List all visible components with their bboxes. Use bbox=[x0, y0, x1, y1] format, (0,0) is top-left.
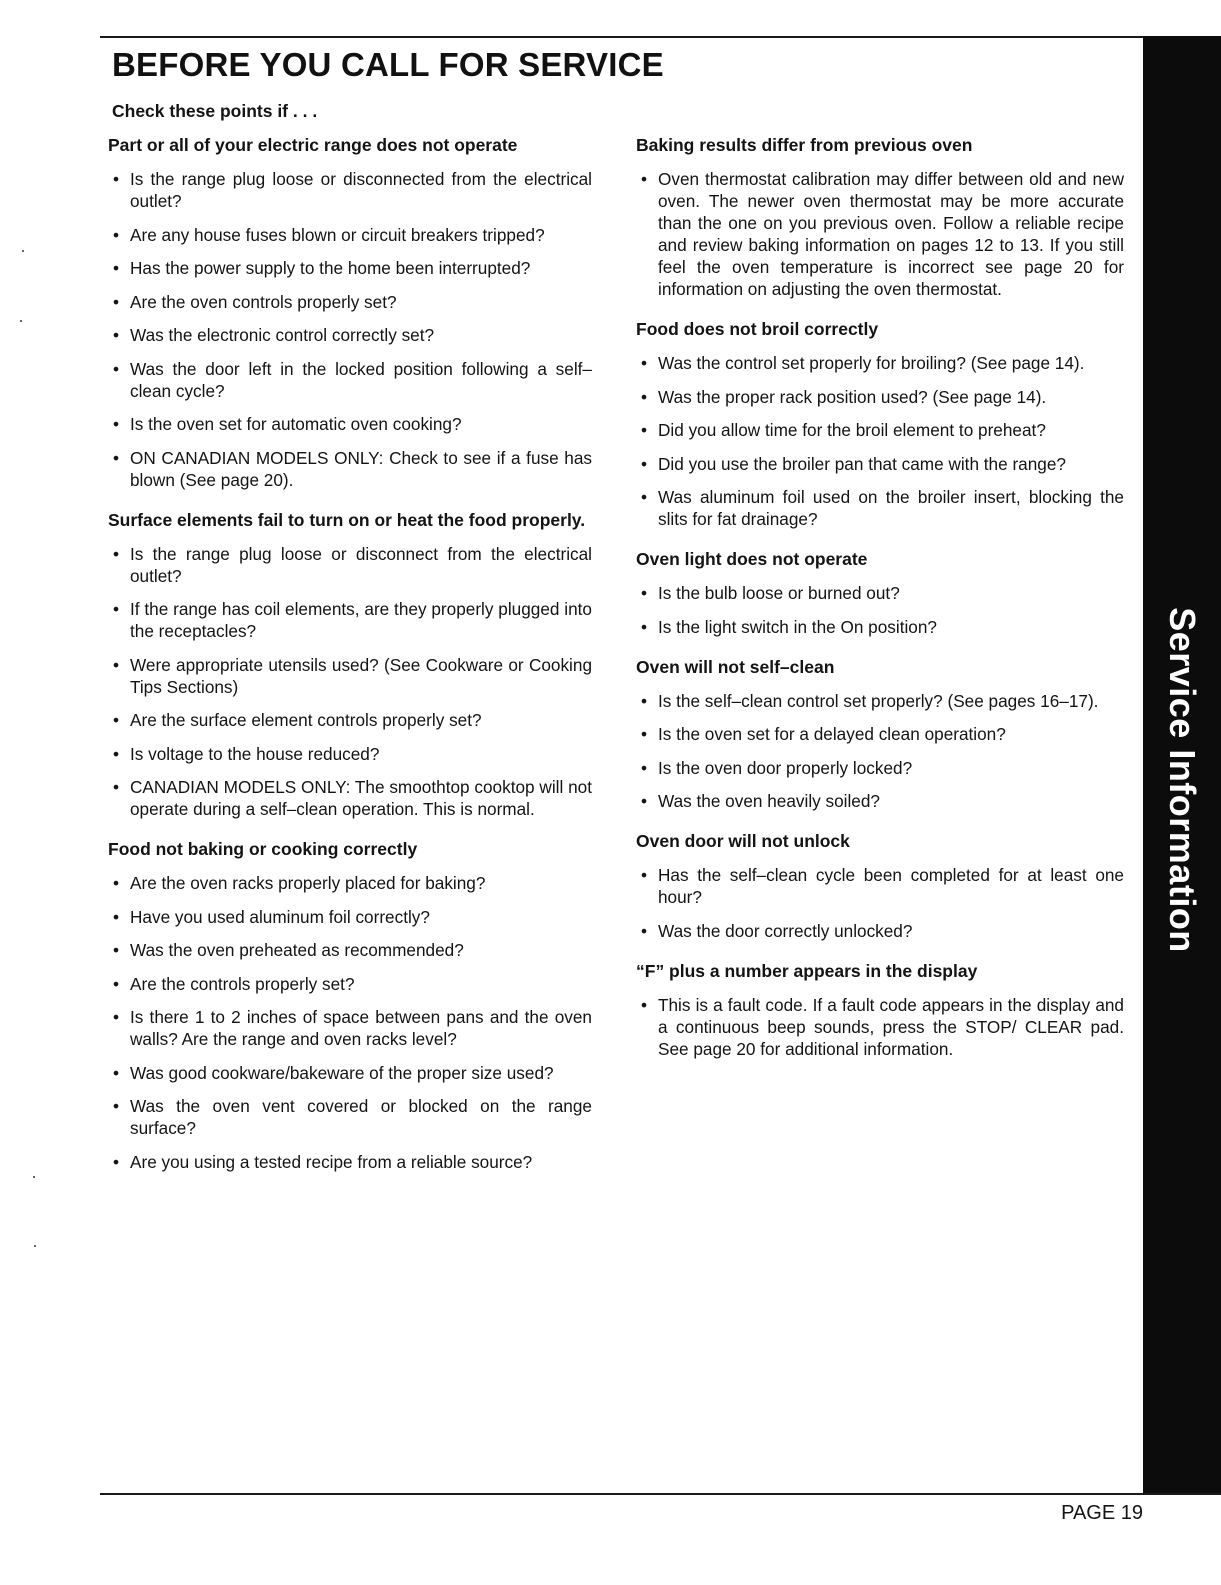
bottom-rule bbox=[100, 1493, 1221, 1495]
checklist-item bbox=[636, 419, 1124, 441]
checklist-item-text: Are the surface element controls properly set? bbox=[130, 710, 482, 730]
checklist-item bbox=[108, 1006, 592, 1050]
bullet-icon: • bbox=[641, 487, 648, 507]
bullet-icon: • bbox=[113, 543, 120, 564]
checklist-item bbox=[108, 291, 592, 313]
bullet-icon: • bbox=[113, 1096, 120, 1116]
checklist-item-text: Was the electronic control correctly set? bbox=[130, 325, 435, 345]
bullet-icon: • bbox=[641, 724, 648, 744]
troubleshooting-section bbox=[636, 959, 1124, 1060]
checklist-item bbox=[636, 453, 1124, 475]
checklist-item-text: ON CANADIAN MODELS ONLY: Check to see if a fuse has blown (See page 20). bbox=[130, 447, 592, 490]
checklist bbox=[108, 168, 592, 491]
checklist-item bbox=[108, 1151, 592, 1173]
checklist-item bbox=[108, 709, 592, 731]
page-number: PAGE 19 bbox=[1061, 1502, 1143, 1524]
checklist-item-text: Is the bulb loose or burned out? bbox=[658, 583, 900, 603]
checklist-item-text: Is the oven set for a delayed clean operation? bbox=[658, 724, 1006, 744]
checklist-item-text: Is voltage to the house reduced? bbox=[130, 743, 380, 764]
checklist-item bbox=[108, 776, 592, 820]
checklist-item bbox=[636, 352, 1124, 374]
section-heading: Surface elements fail to turn on or heat the food properly. bbox=[108, 509, 586, 530]
checklist-item-text: Was the oven preheated as recommended? bbox=[130, 940, 464, 960]
checklist-item-text: Have you used aluminum foil correctly? bbox=[130, 906, 430, 927]
section-heading: Part or all of your electric range does not operate bbox=[108, 135, 518, 155]
scan-speck bbox=[33, 1176, 35, 1178]
scan-speck bbox=[34, 1245, 36, 1247]
section-heading: Baking results differ from previous oven bbox=[636, 135, 973, 155]
right-column bbox=[636, 133, 1124, 1077]
bullet-icon: • bbox=[113, 414, 120, 434]
bullet-icon: • bbox=[641, 386, 648, 407]
troubleshooting-section bbox=[636, 133, 1124, 300]
checklist bbox=[636, 352, 1124, 530]
checklist-item-text: Was aluminum foil used on the broiler insert, blocking the slits for fat drainage? bbox=[658, 487, 1124, 529]
bullet-icon: • bbox=[113, 169, 120, 189]
checklist-item-text: Has the power supply to the home been interrupted? bbox=[130, 258, 531, 278]
bullet-icon: • bbox=[113, 1007, 120, 1027]
checklist-item bbox=[108, 743, 592, 765]
checklist-item-text: Is the range plug loose or disconnected from the electrical outlet? bbox=[130, 169, 592, 211]
checklist-item-text: Were appropriate utensils used? (See Cookware or Cooking Tips Sections) bbox=[130, 654, 592, 697]
checklist bbox=[636, 994, 1124, 1060]
section-heading: Oven light does not operate bbox=[636, 549, 868, 569]
checklist-item bbox=[636, 920, 1124, 942]
checklist-item bbox=[636, 757, 1124, 779]
bullet-icon: • bbox=[113, 224, 120, 245]
checklist-item-text: Are the oven racks properly placed for baking? bbox=[130, 873, 486, 893]
checklist-item bbox=[108, 324, 592, 346]
checklist-item bbox=[636, 616, 1124, 638]
checklist-item bbox=[108, 413, 592, 435]
checklist-item bbox=[636, 582, 1124, 604]
checklist-item bbox=[108, 598, 592, 642]
checklist-item-text: Has the self–clean cycle been completed for at least one hour? bbox=[658, 865, 1124, 907]
top-rule bbox=[100, 36, 1160, 38]
bullet-icon: • bbox=[113, 258, 120, 278]
checklist-item bbox=[108, 543, 592, 587]
bullet-icon: • bbox=[113, 743, 120, 764]
checklist-item bbox=[108, 257, 592, 279]
troubleshooting-section bbox=[108, 837, 592, 1173]
left-column bbox=[108, 133, 592, 1190]
checklist bbox=[636, 168, 1124, 300]
checklist-item-text: This is a fault code. If a fault code appears in the display and a continuous beep sounds, press the STOP/ CLEAR pad. See page 20 for additional information. bbox=[658, 994, 1124, 1059]
troubleshooting-section bbox=[108, 508, 592, 821]
bullet-icon: • bbox=[641, 757, 648, 778]
checklist-item bbox=[636, 690, 1124, 712]
checklist-item-text: Is the oven set for automatic oven cooking? bbox=[130, 414, 462, 434]
checklist-item-text: Did you use the broiler pan that came with the range? bbox=[658, 453, 1066, 474]
bullet-icon: • bbox=[113, 1062, 120, 1083]
troubleshooting-section bbox=[636, 317, 1124, 530]
checklist-item bbox=[636, 864, 1124, 908]
bullet-icon: • bbox=[113, 654, 120, 675]
checklist-item bbox=[636, 723, 1124, 745]
bullet-icon: • bbox=[641, 791, 648, 811]
bullet-icon: • bbox=[113, 599, 120, 619]
section-heading: “F” plus a number appears in the display bbox=[636, 960, 978, 981]
bullet-icon: • bbox=[113, 325, 120, 345]
checklist-item-text: CANADIAN MODELS ONLY: The smoothtop cooktop will not operate during a self–clean operation. This is normal. bbox=[130, 777, 592, 819]
checklist-item-text: If the range has coil elements, are they properly plugged into the receptacles? bbox=[130, 599, 592, 641]
bullet-icon: • bbox=[113, 710, 120, 730]
checklist-item-text: Was the oven heavily soiled? bbox=[658, 791, 880, 811]
checklist-item bbox=[108, 906, 592, 928]
bullet-icon: • bbox=[641, 453, 648, 474]
bullet-icon: • bbox=[641, 169, 648, 189]
checklist bbox=[636, 582, 1124, 638]
checklist-item bbox=[108, 654, 592, 698]
checklist-item bbox=[636, 168, 1124, 300]
checklist-item bbox=[636, 790, 1124, 812]
checklist bbox=[108, 543, 592, 821]
checklist-item bbox=[636, 994, 1124, 1060]
troubleshooting-section bbox=[636, 829, 1124, 942]
section-heading: Food does not broil correctly bbox=[636, 319, 879, 339]
checklist-item-text: Was good cookware/bakeware of the proper size used? bbox=[130, 1062, 554, 1083]
checklist-item-text: Was the oven vent covered or blocked on the range surface? bbox=[130, 1096, 592, 1138]
checklist-item-text: Is there 1 to 2 inches of space between pans and the oven walls? Are the range and oven racks level? bbox=[130, 1007, 592, 1049]
bullet-icon: • bbox=[641, 353, 648, 373]
scan-speck bbox=[22, 250, 24, 252]
checklist-item-text: Was the proper rack position used? (See page 14). bbox=[658, 386, 1047, 407]
bullet-icon: • bbox=[113, 291, 120, 312]
bullet-icon: • bbox=[113, 906, 120, 927]
checklist-item-text: Is the range plug loose or disconnect from the electrical outlet? bbox=[130, 543, 592, 586]
bullet-icon: • bbox=[113, 777, 120, 797]
bullet-icon: • bbox=[641, 690, 648, 711]
bullet-icon: • bbox=[641, 994, 648, 1015]
bullet-icon: • bbox=[113, 358, 120, 379]
bullet-icon: • bbox=[113, 940, 120, 960]
checklist-item-text: Are the controls properly set? bbox=[130, 973, 355, 994]
checklist-item bbox=[108, 168, 592, 212]
troubleshooting-section bbox=[636, 655, 1124, 813]
bullet-icon: • bbox=[113, 447, 120, 468]
checklist-item bbox=[108, 1095, 592, 1139]
side-tab-label: Service Information bbox=[1162, 607, 1203, 953]
checklist-item bbox=[108, 939, 592, 961]
checklist-item-text: Did you allow time for the broil element to preheat? bbox=[658, 420, 1046, 440]
checklist-item-text: Are you using a tested recipe from a reliable source? bbox=[130, 1151, 533, 1172]
checklist-item bbox=[636, 386, 1124, 408]
checklist-item-text: Are the oven controls properly set? bbox=[130, 291, 397, 312]
checklist-item bbox=[108, 1062, 592, 1084]
bullet-icon: • bbox=[641, 865, 648, 885]
section-heading: Food not baking or cooking correctly bbox=[108, 839, 418, 859]
checklist bbox=[636, 690, 1124, 813]
checklist-item-text: Are any house fuses blown or circuit breakers tripped? bbox=[130, 224, 545, 245]
checklist-item-text: Is the self–clean control set properly? (See pages 16–17). bbox=[658, 690, 1099, 711]
section-heading: Oven door will not unlock bbox=[636, 831, 850, 851]
troubleshooting-section bbox=[108, 133, 592, 491]
scan-speck bbox=[20, 320, 22, 322]
checklist-item-text: Was the door correctly unlocked? bbox=[658, 920, 913, 941]
checklist-item bbox=[636, 486, 1124, 530]
bullet-icon: • bbox=[113, 1151, 120, 1172]
checklist-item-text: Was the door left in the locked position following a self–clean cycle? bbox=[130, 358, 592, 401]
checklist-item bbox=[108, 224, 592, 246]
troubleshooting-section bbox=[636, 547, 1124, 638]
bullet-icon: • bbox=[641, 920, 648, 941]
checklist bbox=[636, 864, 1124, 942]
bullet-icon: • bbox=[113, 973, 120, 994]
bullet-icon: • bbox=[113, 873, 120, 893]
checklist-item bbox=[108, 358, 592, 402]
page-title: BEFORE YOU CALL FOR SERVICE bbox=[112, 46, 664, 83]
checklist-item-text: Oven thermostat calibration may differ between old and new oven. The newer oven thermostat may be more accurate than the one on you previous oven. Follow a reliable recipe and review baking information on pages 12 to 13. If you still feel the oven temperature is incorrect see page 20 for information on adjusting the oven thermostat. bbox=[658, 169, 1124, 299]
checklist bbox=[108, 872, 592, 1173]
bullet-icon: • bbox=[641, 583, 648, 603]
checklist-item bbox=[108, 973, 592, 995]
checklist-item-text: Is the oven door properly locked? bbox=[658, 757, 913, 778]
section-heading: Oven will not self–clean bbox=[636, 656, 835, 677]
checklist-item bbox=[108, 447, 592, 491]
checklist-item-text: Is the light switch in the On position? bbox=[658, 616, 937, 637]
bullet-icon: • bbox=[641, 420, 648, 440]
intro-text: Check these points if . . . bbox=[112, 101, 318, 121]
checklist-item bbox=[108, 872, 592, 894]
checklist-item-text: Was the control set properly for broiling? (See page 14). bbox=[658, 353, 1085, 373]
bullet-icon: • bbox=[641, 616, 648, 637]
